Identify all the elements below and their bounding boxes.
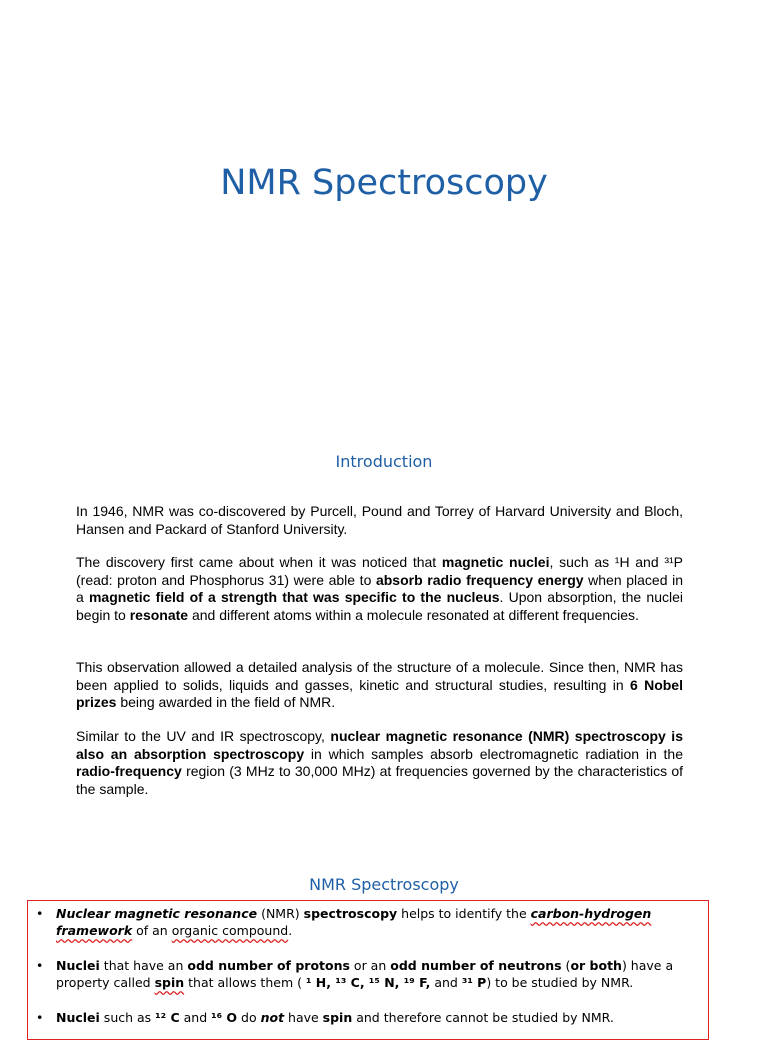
b3-c12: ¹² C [155,1010,180,1025]
p3-nobel: 6 Nobel prizes [76,676,683,710]
b1-f: of an [132,923,172,938]
introduction-heading: Introduction [335,452,433,471]
p4-nmr-absorption: nuclear magnetic resonance (NMR) spectroscopy is also an absorption spectroscopy [76,728,683,762]
p3-a: This observation allowed a detailed analysis of the structure of a molecule. Since then, NMR has been applied to solids, liquids and gasses, kinetic and structural studies, resulting in [76,659,683,693]
p4-radio-frequency: radio-frequency [76,763,182,779]
b2-f: ( [561,958,571,973]
b3-f: do [237,1010,261,1025]
b2-or-both: or both [570,958,622,973]
intro-paragraph-4 [76,728,683,798]
bullet-item-3 [36,1009,696,1026]
b1-d: helps to identify the [397,906,531,921]
p2-e: when placed in a [76,571,683,605]
nmr-section-heading: NMR Spectroscopy [309,875,459,894]
b1-h: . [288,923,293,938]
p2-magnetic-field: magnetic field of a strength that was specific to the nucleus [88,589,500,605]
bullet-dot: • [36,906,44,921]
bullet-item-2 [36,957,696,991]
p2-a: The discovery first came about when it was noticed that [76,554,442,570]
b3-o16: ¹⁶ O [211,1010,238,1025]
intro-paragraph-3 [76,659,683,712]
nmr-bullets-box [27,900,709,1040]
b3-h: have [284,1010,323,1025]
p2-resonate: resonate [129,606,189,623]
b2-b: that have an [99,958,188,973]
p2-c: , such as ¹H and ³¹P (read: proton and Phosphorus 31) were able to [76,554,683,588]
p2-g: . Upon absorption, the nuclei begin to [76,589,683,623]
b3-b: such as [99,1010,156,1025]
bullet-dot: • [36,958,44,973]
b1-organic-compound: organic compound [171,923,289,938]
b3-not: not [260,1010,285,1025]
b2-odd-neutrons: odd number of neutrons [390,958,562,973]
p2-magnetic-nuclei: magnetic nuclei [441,554,550,570]
b2-odd-protons: odd number of protons [187,958,350,973]
p4-e: region (3 MHz to 30,000 MHz) at frequencies governed by the characteristics of the sample. [76,763,683,797]
b2-nuclei: Nuclei [56,958,100,973]
b1-b: (NMR) [257,906,304,921]
b2-h: ) have a property called [56,958,674,990]
b3-spin: spin [322,1010,353,1025]
bullet-item-1 [36,905,696,939]
b2-n: ) to be studied by NMR. [486,975,634,990]
b2-j: that allows them ( [184,975,306,990]
p3-c: being awarded in the field of NMR. [116,694,336,710]
b1-spectroscopy: spectroscopy [303,906,398,921]
b2-l: and [430,975,462,990]
b2-spin: spin [154,975,185,990]
b3-nuclei: Nuclei [56,1010,100,1025]
p4-a: Similar to the UV and IR spectroscopy, [76,728,331,744]
b2-isotopes: ¹ H, ¹³ C, ¹⁵ N, ¹⁹ F, [305,975,431,990]
p2-i: and different atoms within a molecule resonated at different frequencies. [188,606,639,623]
b1-nmr: Nuclear magnetic resonance [56,906,258,921]
b2-d: or an [349,958,391,973]
page-title: NMR Spectroscopy [220,163,548,203]
intro-p1-text: In 1946, NMR was co-discovered by Purcell, Pound and Torrey of Harvard University and Bloch, Hansen and Packard of Stanford University. [76,503,683,537]
p4-c: in which samples absorb electromagnetic radiation in the [304,745,683,762]
intro-paragraph-1 [76,503,683,538]
b1-framework: carbon-hydrogen framework [56,906,652,938]
b2-p31: ³¹ P [461,975,487,990]
intro-paragraph-2 [76,554,683,624]
b3-j: and therefore cannot be studied by NMR. [352,1010,614,1025]
b3-d: and [179,1010,212,1025]
bullet-dot: • [36,1010,44,1025]
p2-absorb-rf: absorb radio frequency energy [375,571,584,588]
